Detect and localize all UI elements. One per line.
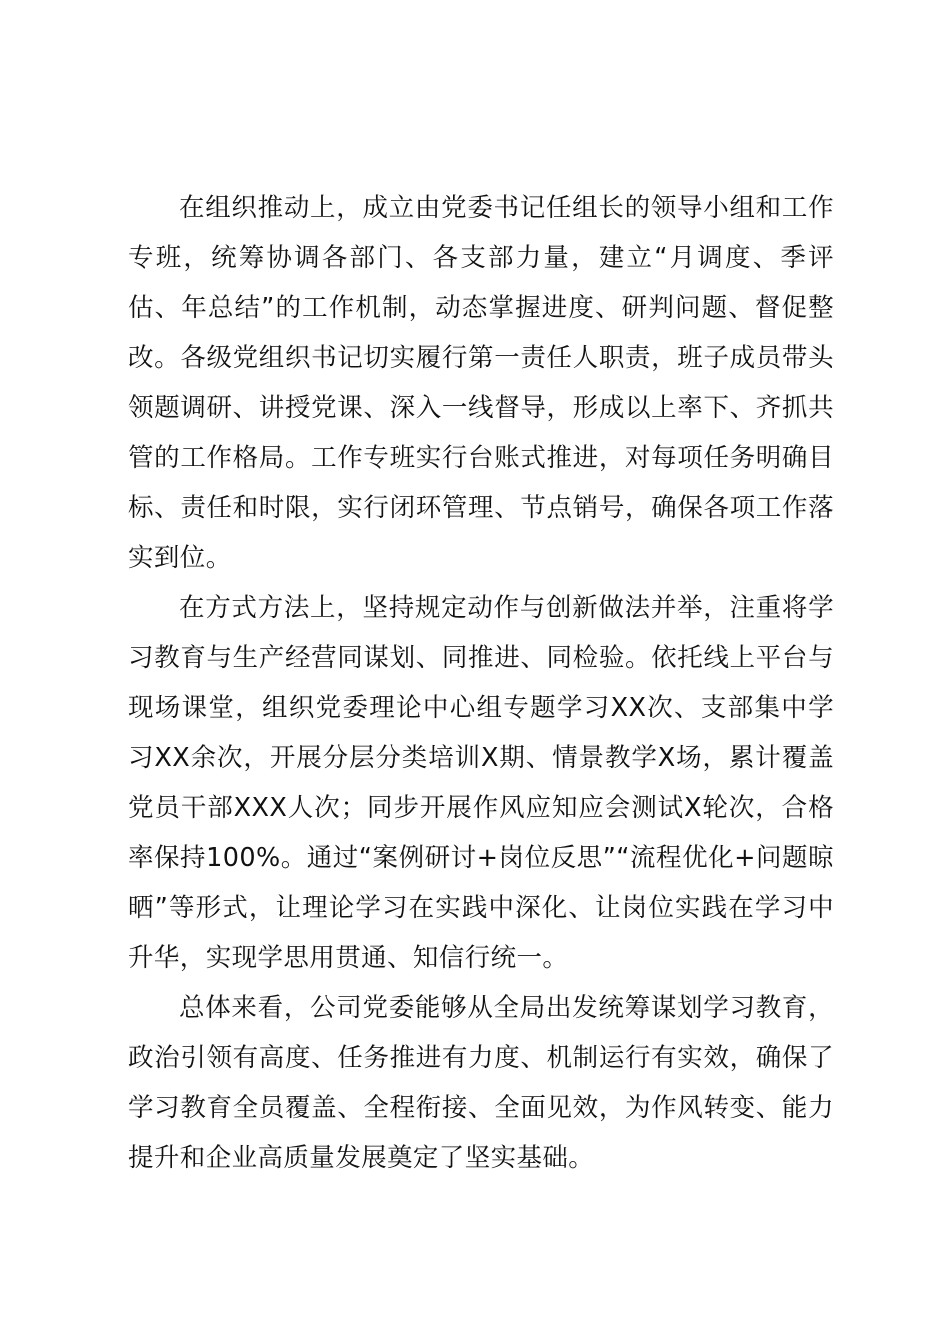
paragraph-summary: 总体来看，公司党委能够从全局出发统筹谋划学习教育，政治引领有高度、任务推进有力度、机制运行有实效，确保了学习教育全员覆盖、全程衔接、全面见效，为作风转变、能力提升和企业高质量发展奠定了坚实基础。: [128, 993, 834, 1173]
paragraph-methods: 在方式方法上，坚持规定动作与创新做法并举，注重将学习教育与生产经营同谋划、同推进、同检验。依托线上平台与现场课堂，组织党委理论中心组专题学习XX次、支部集中学习XX余次，开展分层分类培训X期、情景教学X场，累计覆盖党员干部XXX人次；同步开展作风应知应会测试X轮次，合格率保持100%。通过“案例研讨+岗位反思”“流程优化+问题晾晒”等形式，让理论学习在实践中深化、让岗位实践在学习中升华，实现学思用贯通、知信行统一。: [128, 593, 834, 973]
paragraph-organization: 在组织推动上，成立由党委书记任组长的领导小组和工作专班，统筹协调各部门、各支部力量，建立“月调度、季评估、年总结”的工作机制，动态掌握进度、研判问题、督促整改。各级党组织书记切实履行第一责任人职责，班子成员带头领题调研、讲授党课、深入一线督导，形成以上率下、齐抓共管的工作格局。工作专班实行台账式推进，对每项任务明确目标、责任和时限，实行闭环管理、节点销号，确保各项工作落实到位。: [128, 193, 834, 573]
document-body: [128, 183, 834, 1183]
